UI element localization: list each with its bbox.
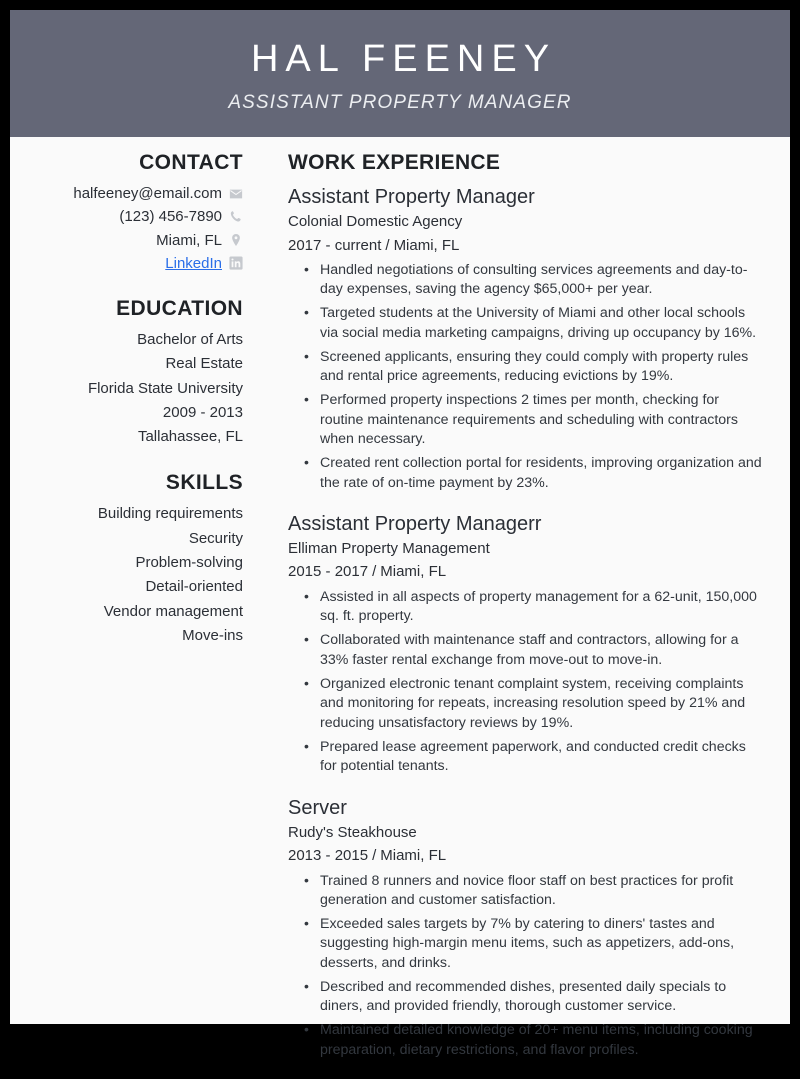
skills-heading: SKILLS	[165, 471, 243, 495]
job-location: Miami, FL	[380, 847, 447, 865]
skill-item: Detail-oriented	[145, 578, 243, 596]
education-heading: EDUCATION	[116, 297, 243, 320]
job-bullet: • Exceeded sales targets by 7% by catering to diners' tastes and suggesting high-margin menu items, such as appetizers, add-ons, desserts, and drinks.	[318, 915, 766, 973]
job-company: Rudy's Steakhouse	[288, 823, 417, 841]
resume-page	[10, 10, 790, 1058]
job-bullet: • Created rent collection portal for residents, improving organization and the rate of on-time payment by 23%.	[318, 454, 766, 493]
contact-item	[10, 229, 243, 252]
job-company: Colonial Domestic Agency	[288, 213, 463, 230]
contact-link[interactable]: LinkedIn	[165, 254, 222, 272]
job-company: Elliman Property Management	[288, 539, 490, 557]
job-meta-separator: /	[385, 236, 390, 254]
job-meta	[288, 561, 766, 584]
job-bullet-list	[288, 261, 766, 493]
job-dates: 2015 - 2017	[288, 563, 369, 581]
skills-list	[10, 502, 243, 648]
contact-item[interactable]	[10, 252, 243, 275]
education-line: 2009 - 2013	[162, 403, 243, 421]
education-line: Tallahassee, FL	[137, 428, 243, 446]
job-location: Miami, FL	[380, 563, 447, 581]
job-title: Assistant Property Managerr	[288, 512, 542, 535]
work-experience-list	[288, 185, 766, 1060]
job-dates: 2013 - 2015	[288, 847, 369, 865]
job-title: Server	[288, 796, 347, 819]
education-line: Florida State University	[87, 379, 243, 397]
job-meta-separator: /	[372, 563, 377, 581]
main-column	[243, 151, 790, 1079]
envelope-icon	[229, 187, 243, 201]
job-bullet: • Collaborated with maintenance staff and contractors, allowing for a 33% faster rental exchange from move-out to move-in.	[318, 631, 766, 670]
resume-header	[10, 10, 790, 137]
contact-item	[10, 182, 243, 205]
job-meta	[288, 845, 766, 868]
job-dates: 2017 - current	[288, 236, 382, 254]
skill-item: Problem-solving	[135, 554, 243, 572]
job-entry	[288, 512, 766, 777]
education-line: Real Estate	[165, 355, 243, 373]
education-section	[10, 297, 243, 449]
job-bullet: • Assisted in all aspects of property management for a 62-unit, 150,000 sq. ft. property.	[318, 588, 766, 627]
job-bullet: • Maintained detailed knowledge of 20+ menu items, including cooking preparation, dietary restrictions, and flavor profiles.	[318, 1021, 766, 1060]
job-bullet: • Handled negotiations of consulting services agreements and day-to-day expenses, saving the agency $65,000+ per year.	[318, 261, 766, 300]
job-entry	[288, 796, 766, 1061]
job-bullet: • Screened applicants, ensuring they could comply with property rules and rental price agreements, reducing evictions by 19%.	[318, 348, 766, 387]
job-title: Assistant Property Manager	[288, 186, 535, 208]
job-bullet: • Prepared lease agreement paperwork, and conducted credit checks for potential tenants.	[318, 738, 766, 777]
contact-list	[10, 182, 243, 275]
education-line: Bachelor of Arts	[137, 331, 243, 348]
job-bullet: • Described and recommended dishes, presented daily specials to diners, and provided friendly, thorough customer service.	[318, 978, 766, 1017]
contact-item	[10, 205, 243, 228]
education-list	[10, 328, 243, 449]
contact-heading: CONTACT	[139, 151, 243, 174]
contact-text: halfeeney@email.com	[73, 185, 222, 202]
job-meta	[288, 235, 766, 258]
job-bullet: • Targeted students at the University of Miami and other local schools via social media marketing campaigns, driving up occupancy by 16%.	[318, 304, 766, 343]
map-pin-icon	[229, 233, 243, 247]
candidate-job-title: ASSISTANT PROPERTY MANAGER	[228, 91, 572, 113]
linkedin-icon[interactable]	[229, 256, 243, 270]
job-location: Miami, FL	[393, 236, 460, 254]
skills-section	[10, 471, 243, 648]
skill-item: Building requirements	[97, 505, 243, 523]
job-bullet: • Trained 8 runners and novice floor staff on best practices for profit generation and customer satisfaction.	[318, 872, 766, 911]
contact-section	[10, 151, 243, 275]
resume-body	[10, 137, 790, 1079]
contact-text: (123) 456-7890	[119, 208, 222, 226]
job-bullet: • Performed property inspections 2 times per month, checking for routine maintenance requirements and scheduling with contractors when necessary.	[318, 391, 766, 449]
job-entry	[288, 185, 766, 493]
candidate-name: HAL FEENEY	[250, 38, 557, 80]
work-experience-heading: WORK EXPERIENCE	[288, 151, 501, 174]
job-bullet: • Organized electronic tenant complaint system, receiving complaints and monitoring for repeats, increasing resolution speed by 21% and reducing unsatisfactory reviews by 19%.	[318, 675, 766, 733]
sidebar	[10, 151, 243, 670]
skill-item: Vendor management	[103, 602, 243, 620]
skill-item: Security	[188, 529, 243, 547]
job-meta-separator: /	[372, 847, 377, 865]
skill-item: Move-ins	[182, 626, 243, 644]
phone-icon	[229, 210, 243, 224]
contact-text: Miami, FL	[156, 231, 222, 249]
job-bullet-list	[288, 588, 766, 777]
job-bullet-list	[288, 872, 766, 1061]
